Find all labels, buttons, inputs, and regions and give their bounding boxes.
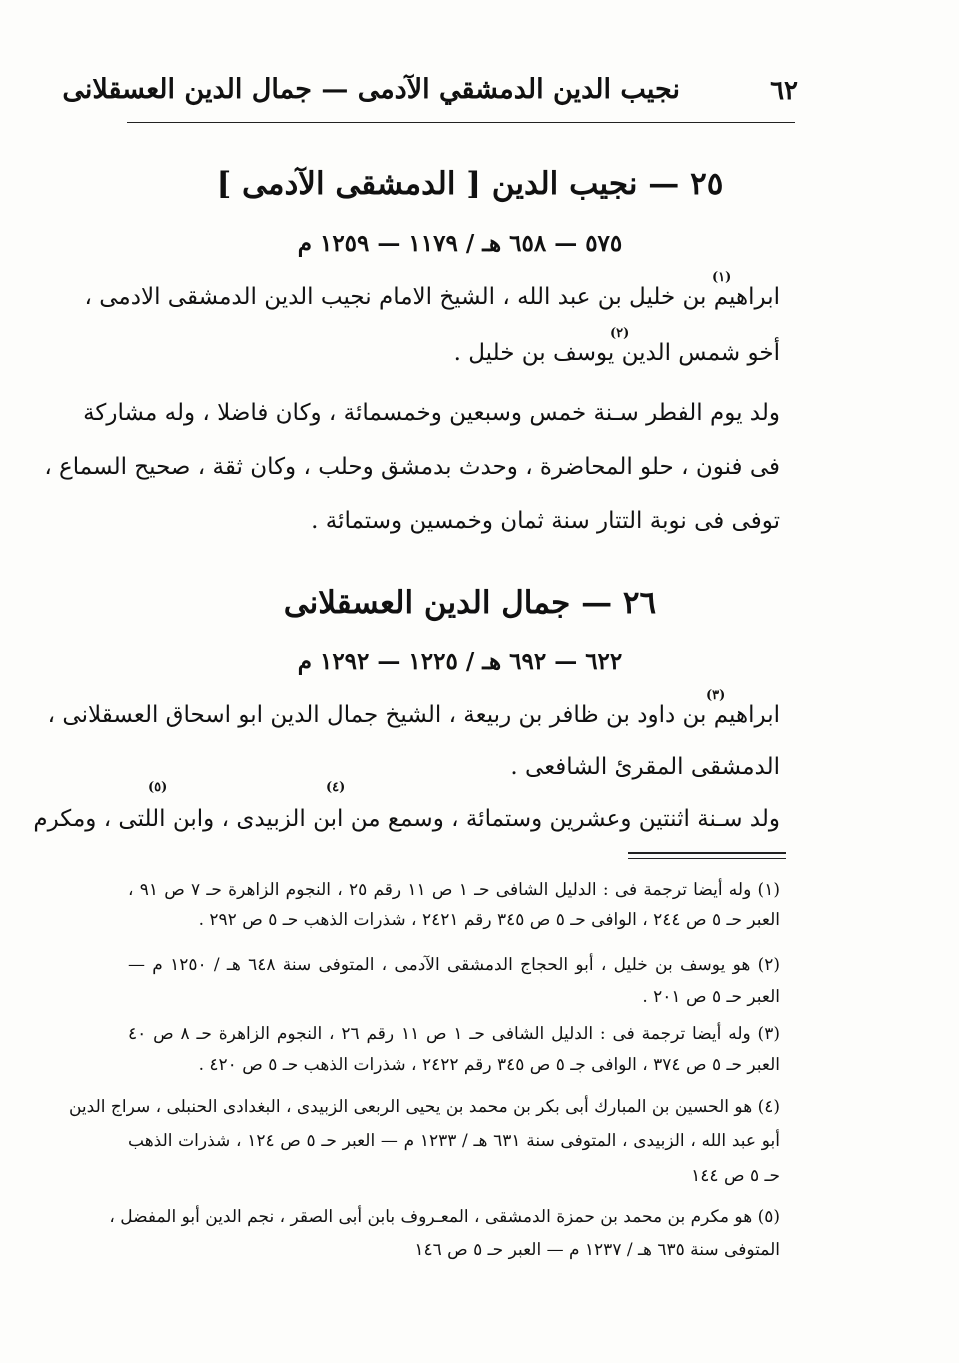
page-number: ٦٢ bbox=[770, 76, 798, 106]
entry-25-line-2: أخو شمس الدين يوسف بن خليل . bbox=[453, 340, 780, 366]
footnote-4-line-2: أبو عبد الله ، الزبيدى ، المتوفى سنة ٦٣١ هـ / ١٢٣٣ م — العبر حـ ٥ ص ١٢٤ ، شذرات الذهب bbox=[128, 1131, 780, 1151]
entry-26-line-3: ولد سـنة اثنتين وعشرين وستمائة ، وسمع من ابن الزبيدى ، وابن اللتى ، ومكرم bbox=[33, 806, 780, 832]
note-ref-2: (٢) bbox=[610, 326, 630, 341]
entry-25-line-3: ولد يوم الفطر سـنة خمس وسبعين وخمسمائة ، وكان فاضلا ، وله مشاركة bbox=[83, 400, 780, 426]
footnote-5-line-1: (٥) هو مكرم بن محمد بن حمزة الدمشقى ، المعـروف بابن أبى الصقر ، نجم الدين أبو المفضل ، bbox=[109, 1207, 780, 1227]
footnote-4-line-3: حـ ٥ ص ١٤٤ bbox=[691, 1166, 780, 1186]
entry-25-dates: ٥٧٥ — ٦٥٨ هـ / ١١٧٩ — ١٢٥٩ م bbox=[297, 230, 623, 257]
note-ref-4: (٤) bbox=[326, 780, 346, 795]
footnote-3-line-2: العبر حـ ٥ ص ٣٧٤ ، الوافى جـ ٥ ص ٣٤٥ رقم ٢٤٢٢ ، شذرات الذهب حـ ٥ ص ٤٢٠ . bbox=[198, 1055, 780, 1075]
entry-26-title: ٢٦ — جمال الدين العسقلانى bbox=[283, 585, 657, 621]
entry-25-line-5: توفى فى نوبة التتار سنة ثمان وخمسين وستمائة . bbox=[311, 508, 780, 534]
entry-25-line-1: ابراهيم بن خليل بن عبد الله ، الشيخ الامام نجيب الدين الدمشقى الادمى ، bbox=[84, 284, 780, 310]
footnote-1-line-2: العبر حـ ٥ ص ٢٤٤ ، الوافى حـ ٥ ص ٣٤٥ رقم ٢٤٢١ ، شذرات الذهب حـ ٥ ص ٢٩٢ . bbox=[198, 910, 780, 930]
entry-25-line-4: فى فنون ، حلو المحاضرة ، وحدث بدمشق وحلب ، وكان ثقة ، صحيح السماع ، bbox=[44, 454, 780, 480]
note-ref-1: (١) bbox=[712, 270, 732, 285]
footnote-2-line-2: العبر حـ ٥ ص ٢٠١ . bbox=[642, 987, 780, 1007]
footnote-3-line-1: (٣) وله أيضا ترجمة فى : الدليل الشافى حـ ١ ص ١١ رقم ٢٦ ، النجوم الزاهرة حـ ٨ ص ٤٠ bbox=[128, 1024, 780, 1044]
running-title: نجيب الدين الدمشقي الآدمى — جمال الدين العسقلانى bbox=[62, 74, 680, 105]
note-ref-3: (٣) bbox=[706, 688, 726, 703]
header-rule bbox=[127, 122, 795, 123]
footnote-4-line-1: (٤) هو الحسين بن المبارك أبى بكر بن محمد بن يحيى الربعى الزبيدى ، البغدادى الحنبلى ، سراج الدين bbox=[68, 1097, 780, 1117]
entry-25-title: ٢٥ — نجيب الدين [ الدمشقى الآدمى ] bbox=[216, 166, 724, 202]
footnote-1-line-1: (١) وله أيضا ترجمة فى : الدليل الشافى حـ ١ ص ١١ رقم ٢٥ ، النجوم الزاهرة حـ ٧ ص ٩١ ، bbox=[128, 880, 780, 900]
entry-26-dates: ٦٢٢ — ٦٩٢ هـ / ١٢٢٥ — ١٢٩٢ م bbox=[297, 648, 623, 675]
note-ref-5: (٥) bbox=[148, 780, 168, 795]
entry-26-line-2: الدمشقى المقرئ الشافعى . bbox=[510, 754, 780, 780]
footnote-5-line-2: المتوفى سنة ٦٣٥ هـ / ١٢٣٧ م — العبر حـ ٥ ص ١٤٦ bbox=[414, 1240, 780, 1260]
footnote-rule bbox=[628, 852, 786, 859]
footnote-2-line-1: (٢) هو يوسف بن خليل ، أبو الحجاج الدمشقى الآدمى ، المتوفى سنة ٦٤٨ هـ / ١٢٥٠ م — bbox=[128, 955, 780, 975]
entry-26-line-1: ابراهيم بن داود بن ظافر بن ربيعة ، الشيخ جمال الدين ابو اسحاق العسقلانى ، bbox=[47, 702, 780, 728]
